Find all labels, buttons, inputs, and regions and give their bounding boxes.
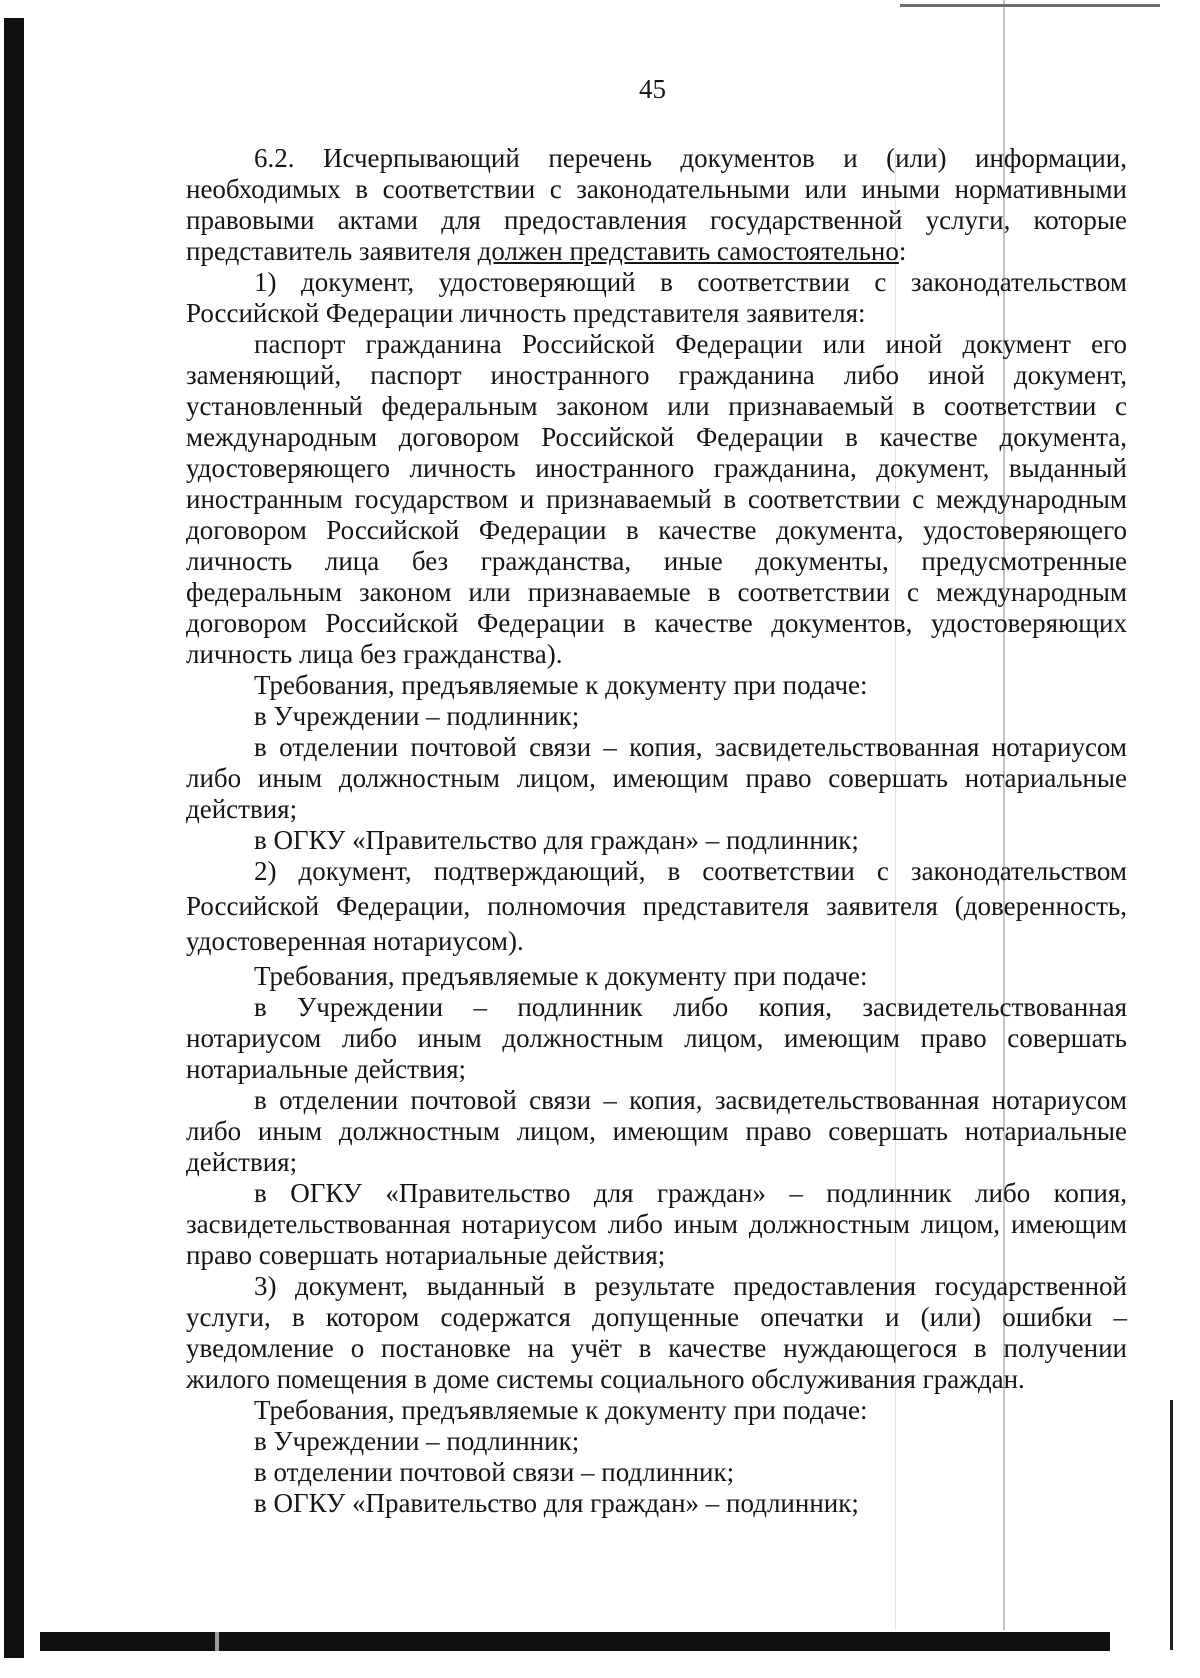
document-body [186,143,1127,1519]
page-number: 45 [639,74,666,104]
text-line: право совершать нотариальные действия; [186,1240,666,1270]
text-line: в Учреждении – подлинник; [254,701,580,731]
text-line: либо иным должностным лицом, имеющим право совершать нотариальные [186,1116,1127,1146]
scan-border-left [4,18,24,1658]
text-line: правовыми актами для предоставления государственной услуги, которые [186,205,1127,235]
text-line: Требования, предъявляемые к документу при подаче: [254,1395,868,1425]
scan-border-bottom [40,1632,1110,1651]
text-line: жилого помещения в доме системы социального обслуживания граждан. [186,1364,1025,1394]
text-line: 1) документ, удостоверяющий в соответствии с законодательством [254,267,1127,297]
text-line: личность лица без гражданства, иные документы, предусмотренные [186,546,1127,576]
text-line: заменяющий, паспорт иностранного гражданина либо иной документ, [186,360,1127,390]
scan-edge-top [900,4,1160,7]
text-line: Требования, предъявляемые к документу при подаче: [254,961,868,991]
text-line: в отделении почтовой связи – копия, засвидетельствованная нотариусом [254,732,1127,762]
text-line [186,236,1127,267]
text-line: Требования, предъявляемые к документу при подаче: [254,670,868,700]
text-line: в Учреждении – подлинник; [254,1426,580,1456]
text-line: паспорт гражданина Российской Федерации или иной документ его [254,329,1127,359]
underlined-phrase: должен представить самостоятельно [477,236,899,266]
text-line: удостоверенная нотариусом). [186,926,524,956]
text-line: засвидетельствованная нотариусом либо иным должностным лицом, имеющим [186,1209,1127,1239]
text-line: услуги, в котором содержатся допущенные опечатки и (или) ошибки – [186,1302,1127,1332]
text-line: в отделении почтовой связи – подлинник; [254,1457,735,1487]
text-line: договором Российской Федерации в качестве документа, удостоверяющего [186,515,1127,545]
text-line: 3) документ, выданный в результате предоставления государственной [254,1271,1127,1301]
text-line: действия; [186,794,298,824]
scan-border-gap [215,1632,219,1651]
scan-edge-right [1170,1400,1173,1650]
text-line: 6.2. Исчерпывающий перечень документов и (или) информации, [254,143,1127,173]
text-line: иностранным государством и признаваемый в соответствии с международным [186,484,1127,514]
text-line: в ОГКУ «Правительство для граждан» – подлинник; [254,1488,859,1518]
text-line: уведомление о постановке на учёт в качестве нуждающегося в получении [186,1333,1127,1363]
text-line: международным договором Российской Федерации в качестве документа, [186,422,1127,452]
text-line: нотариусом либо иным должностным лицом, имеющим право совершать [186,1023,1127,1053]
text-line: необходимых в соответствии с законодательными или иными нормативными [186,174,1127,204]
text-segment: : [898,236,907,266]
text-line: в Учреждении – подлинник либо копия, засвидетельствованная [254,992,1127,1022]
text-line: в ОГКУ «Правительство для граждан» – подлинник; [254,825,859,855]
text-segment: представитель заявителя [186,236,478,266]
text-line: установленный федеральным законом или признаваемый в соответствии с [186,391,1127,421]
text-line: в ОГКУ «Правительство для граждан» – подлинник либо копия, [254,1178,1127,1208]
text-line: договором Российской Федерации в качестве документов, удостоверяющих [186,608,1127,638]
text-line: либо иным должностным лицом, имеющим право совершать нотариальные [186,763,1127,793]
text-line: в отделении почтовой связи – копия, засвидетельствованная нотариусом [254,1085,1127,1115]
text-line: действия; [186,1147,298,1177]
text-line: федеральным законом или признаваемые в соответствии с международным [186,577,1127,607]
text-line: Российской Федерации, полномочия представителя заявителя (доверенность, [186,891,1127,921]
text-line: Российской Федерации личность представителя заявителя: [186,298,866,328]
text-line: удостоверяющего личность иностранного гражданина, документ, выданный [186,453,1127,483]
text-line: личность лица без гражданства). [186,639,563,669]
text-line: нотариальные действия; [186,1054,467,1084]
text-line: 2) документ, подтверждающий, в соответствии с законодательством [254,856,1127,886]
